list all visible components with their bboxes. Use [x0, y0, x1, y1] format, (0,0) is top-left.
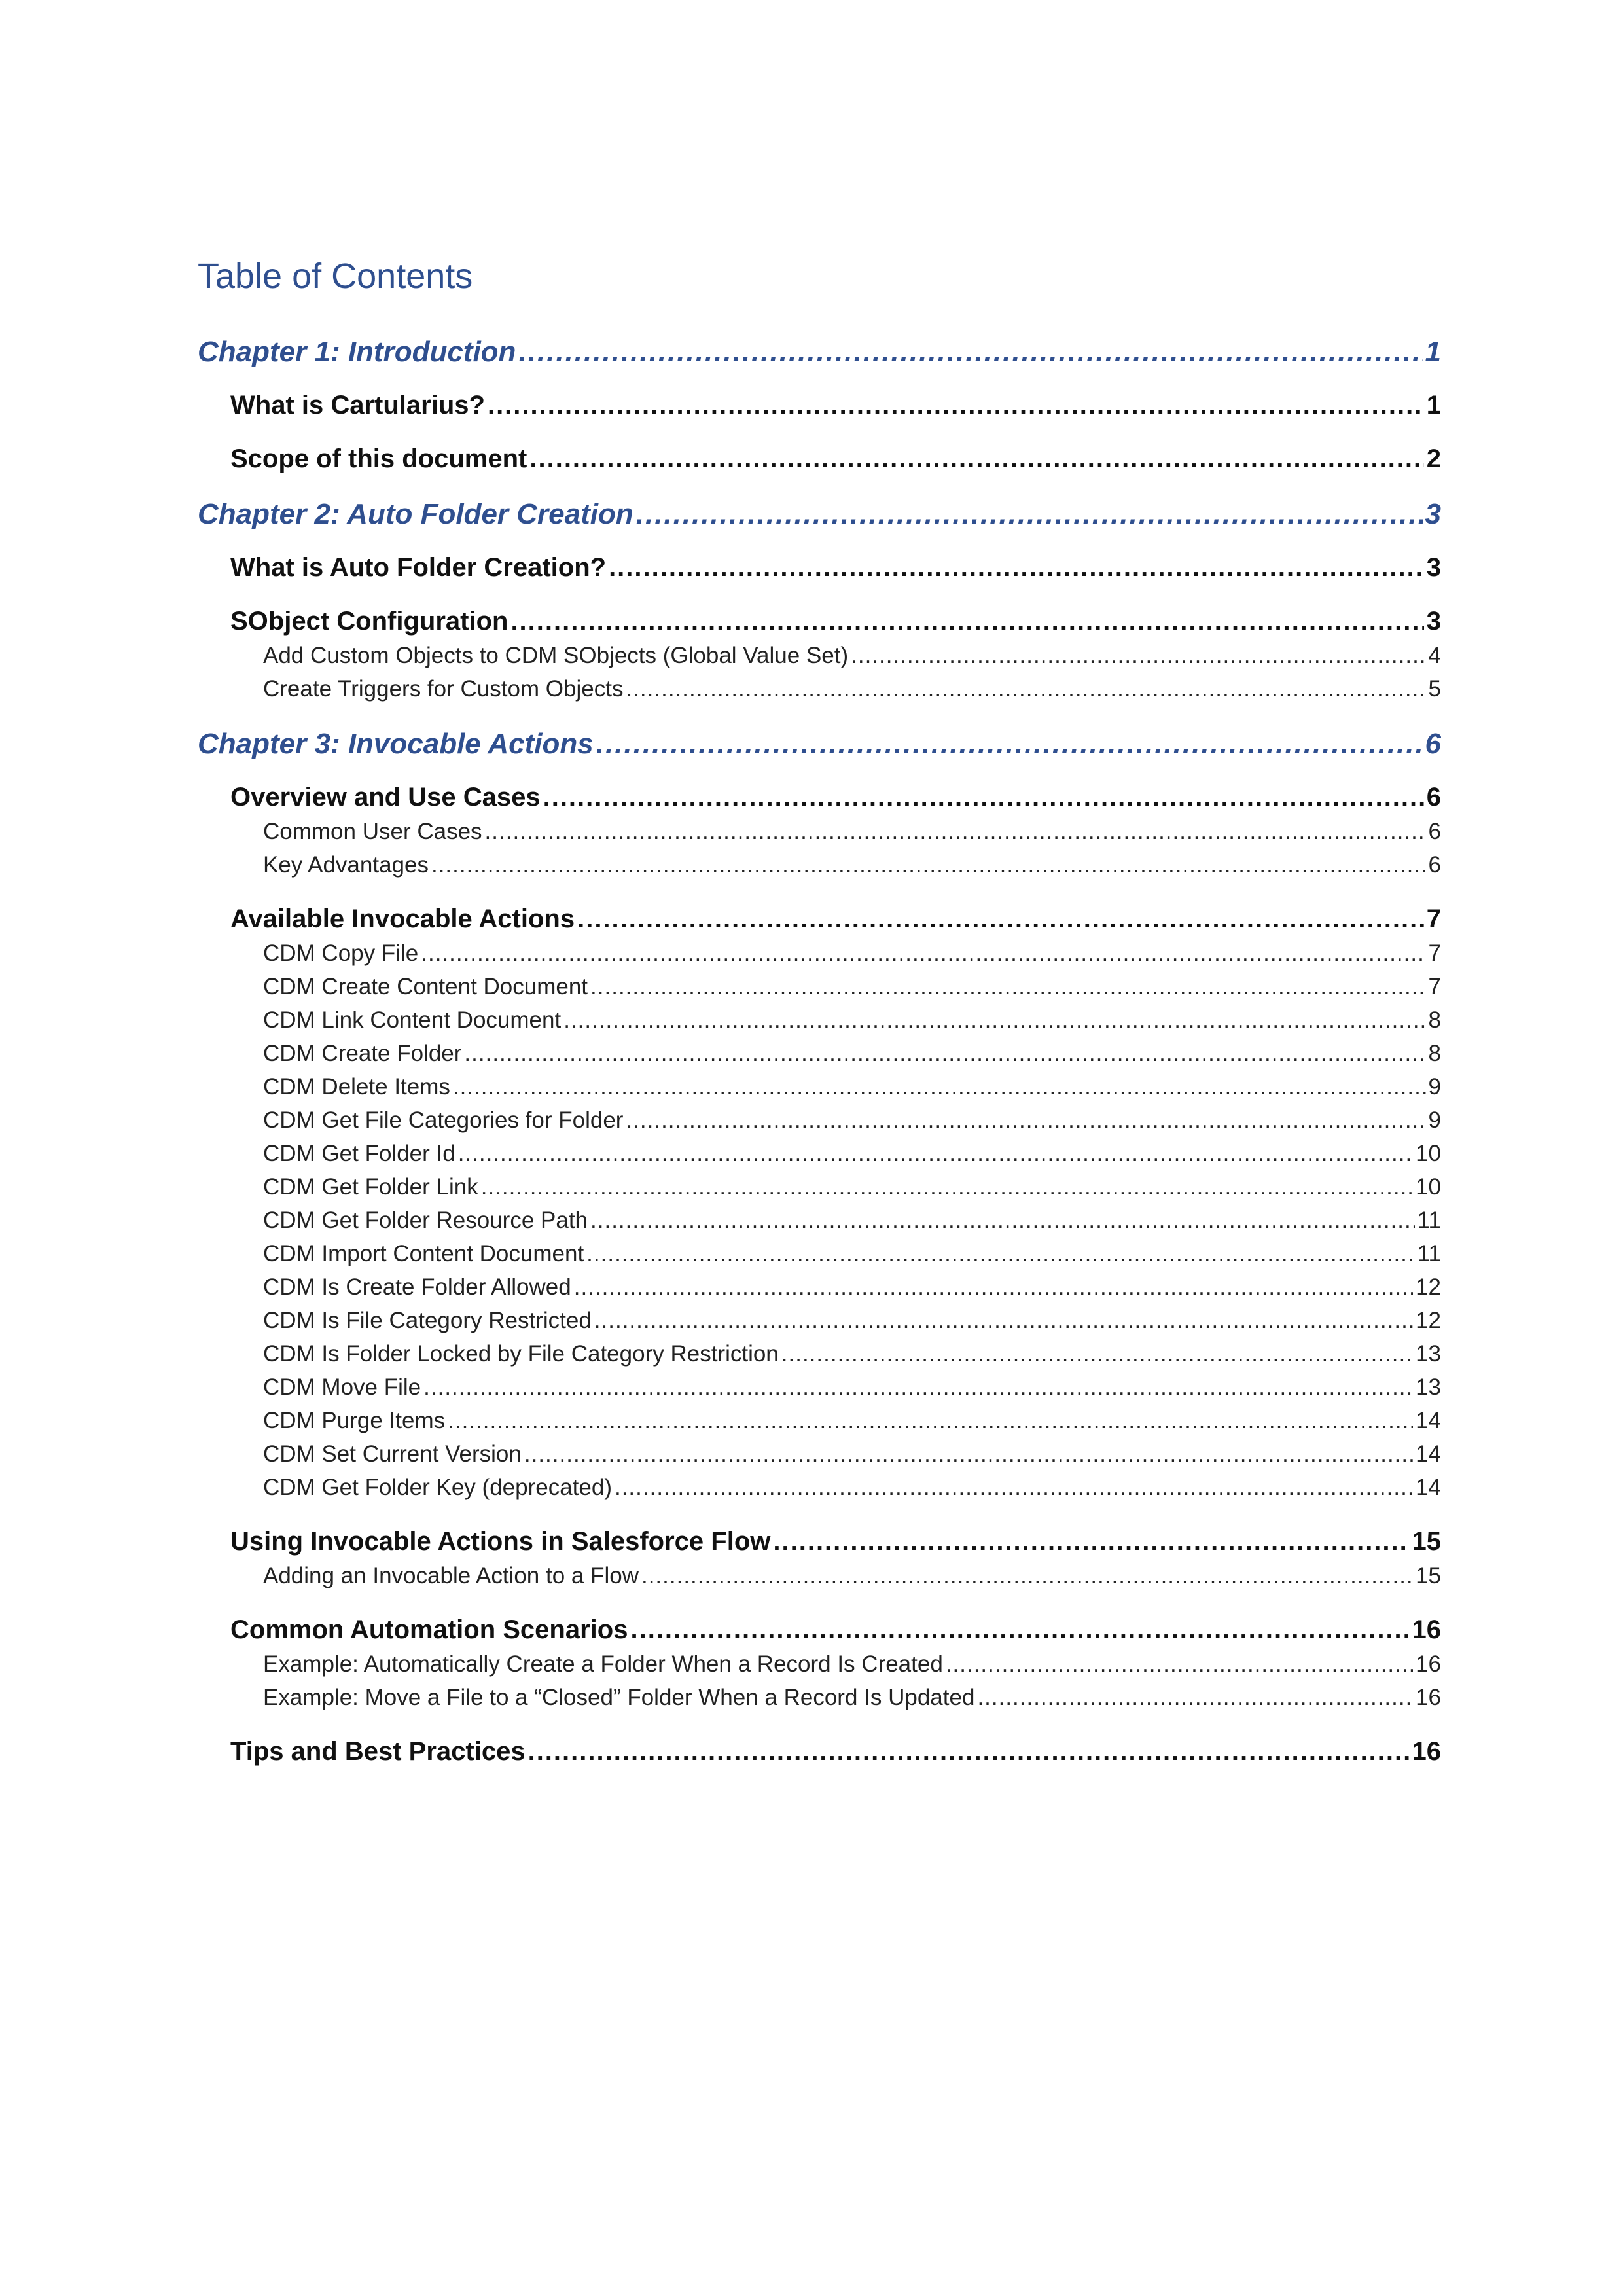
toc-entry-level-3[interactable]	[263, 1475, 1441, 1501]
toc-dot-leader	[615, 1475, 1413, 1501]
toc-entry-label: CDM Get File Categories for Folder	[263, 1107, 624, 1133]
toc-entry-label: Overview and Use Cases	[230, 783, 541, 812]
toc-entry-label: Chapter 3: Invocable Actions	[198, 728, 594, 760]
toc-entry-label: Create Triggers for Custom Objects	[263, 676, 624, 702]
toc-dot-leader	[609, 552, 1424, 583]
toc-entry-label: Chapter 1: Introduction	[198, 336, 516, 368]
toc-entry-level-3[interactable]	[263, 643, 1441, 669]
toc-entry-page-number: 6	[1425, 728, 1441, 760]
toc-entry-level-3[interactable]	[263, 1374, 1441, 1401]
toc-entry-page-number: 5	[1428, 676, 1441, 702]
toc-entry-level-3[interactable]	[263, 1241, 1441, 1267]
toc-entry-page-number: 16	[1412, 1737, 1441, 1766]
toc-entry-level-3[interactable]	[263, 941, 1441, 967]
toc-entry-label: CDM Is Create Folder Allowed	[263, 1274, 571, 1300]
toc-entry-page-number: 6	[1426, 783, 1441, 812]
toc-dot-leader	[431, 852, 1426, 878]
toc-entry-level-3[interactable]	[263, 1007, 1441, 1033]
toc-dot-leader	[485, 819, 1426, 845]
toc-dot-leader	[851, 643, 1425, 669]
toc-entry-label: CDM Create Content Document	[263, 974, 588, 999]
toc-entry-page-number: 7	[1428, 974, 1441, 999]
toc-dot-leader	[528, 1736, 1410, 1767]
toc-entry-level-2[interactable]	[230, 782, 1441, 812]
toc-dot-leader	[946, 1651, 1413, 1677]
toc-dot-leader	[626, 1107, 1425, 1134]
toc-dot-leader	[577, 904, 1424, 934]
toc-dot-leader	[448, 1408, 1413, 1434]
toc-entry-label: Tips and Best Practices	[230, 1737, 526, 1766]
toc-entry-page-number: 6	[1428, 819, 1441, 844]
toc-entry-level-2[interactable]	[230, 606, 1441, 636]
toc-entry-level-3[interactable]	[263, 852, 1441, 878]
toc-entry-level-1[interactable]	[198, 336, 1441, 369]
toc-dot-leader	[590, 974, 1425, 1000]
toc-entry-level-1[interactable]	[198, 728, 1441, 761]
toc-entry-label: CDM Copy File	[263, 941, 419, 966]
toc-entry-page-number: 15	[1412, 1527, 1441, 1556]
toc-entry-label: Available Invocable Actions	[230, 905, 575, 933]
toc-entry-label: CDM Is File Category Restricted	[263, 1308, 592, 1333]
toc-entry-page-number: 9	[1428, 1074, 1441, 1100]
toc-entry-page-number: 11	[1417, 1241, 1441, 1266]
toc-entry-level-3[interactable]	[263, 1651, 1441, 1677]
toc-entry-label: CDM Move File	[263, 1374, 421, 1400]
toc-dot-leader	[773, 1526, 1409, 1556]
toc-entry-label: Example: Automatically Create a Folder When a Record Is Created	[263, 1651, 943, 1677]
toc-dot-leader	[977, 1685, 1413, 1711]
toc-entry-label: CDM Get Folder Id	[263, 1141, 455, 1166]
toc-entry-label: What is Cartularius?	[230, 391, 485, 420]
toc-entry-label: Chapter 2: Auto Folder Creation	[198, 498, 633, 530]
toc-entry-level-3[interactable]	[263, 1441, 1441, 1467]
toc-dot-leader	[423, 1374, 1413, 1401]
toc-entry-label: Add Custom Objects to CDM SObjects (Global Value Set)	[263, 643, 849, 668]
toc-entry-page-number: 15	[1416, 1563, 1441, 1588]
toc-dot-leader	[543, 782, 1424, 812]
toc-entry-level-3[interactable]	[263, 1563, 1441, 1589]
toc-entry-level-2[interactable]	[230, 390, 1441, 420]
toc-entry-label: Common User Cases	[263, 819, 482, 844]
toc-dot-leader	[594, 1308, 1413, 1334]
toc-entry-page-number: 8	[1428, 1041, 1441, 1066]
toc-entry-page-number: 8	[1428, 1007, 1441, 1033]
toc-dot-leader	[590, 1208, 1415, 1234]
toc-dot-leader	[626, 676, 1425, 702]
toc-entry-label: Example: Move a File to a “Closed” Folder When a Record Is Updated	[263, 1685, 975, 1710]
toc-entry-level-3[interactable]	[263, 974, 1441, 1000]
toc-dot-leader	[563, 1007, 1425, 1033]
toc-entry-page-number: 4	[1428, 643, 1441, 668]
toc-entry-level-3[interactable]	[263, 1685, 1441, 1711]
toc-entry-label: CDM Purge Items	[263, 1408, 446, 1433]
toc-entry-page-number: 11	[1417, 1208, 1441, 1233]
toc-entry-page-number: 10	[1416, 1141, 1441, 1166]
toc-dot-leader	[529, 444, 1423, 474]
toc-entry-level-3[interactable]	[263, 1308, 1441, 1334]
toc-entry-level-2[interactable]	[230, 552, 1441, 583]
toc-entry-label: Scope of this document	[230, 444, 527, 473]
toc-entry-label: CDM Create Folder	[263, 1041, 462, 1066]
toc-entry-level-2[interactable]	[230, 1736, 1441, 1767]
toc-entry-page-number: 12	[1416, 1274, 1441, 1300]
toc-dot-leader	[636, 498, 1423, 531]
toc-entry-page-number: 13	[1416, 1341, 1441, 1367]
toc-entry-label: CDM Delete Items	[263, 1074, 450, 1100]
toc-entry-page-number: 3	[1426, 607, 1441, 636]
toc-entry-page-number: 13	[1416, 1374, 1441, 1400]
toc-entry-page-number: 14	[1416, 1475, 1441, 1500]
toc-entry-label: CDM Import Content Document	[263, 1241, 584, 1266]
toc-dot-leader	[524, 1441, 1413, 1467]
toc-entry-level-3[interactable]	[263, 1107, 1441, 1134]
toc-entry-label: CDM Get Folder Resource Path	[263, 1208, 588, 1233]
toc-entry-level-2[interactable]	[230, 904, 1441, 934]
toc-dot-leader	[574, 1274, 1413, 1300]
toc-entry-page-number: 16	[1416, 1685, 1441, 1710]
toc-entry-level-2[interactable]	[230, 1526, 1441, 1556]
toc-entry-page-number: 1	[1426, 391, 1441, 420]
toc-entry-level-3[interactable]	[263, 1274, 1441, 1300]
toc-dot-leader	[586, 1241, 1414, 1267]
toc-entry-label: CDM Link Content Document	[263, 1007, 562, 1033]
toc-entry-level-3[interactable]	[263, 1074, 1441, 1100]
toc-dot-leader	[421, 941, 1425, 967]
toc-entry-page-number: 3	[1425, 498, 1441, 530]
toc-dot-leader	[630, 1615, 1409, 1645]
toc-dot-leader	[464, 1041, 1425, 1067]
toc-entry-page-number: 12	[1416, 1308, 1441, 1333]
toc-title: Table of Contents	[198, 257, 473, 296]
toc-entry-level-3[interactable]	[263, 1174, 1441, 1200]
toc-entry-level-3[interactable]	[263, 819, 1441, 845]
toc-dot-leader	[510, 606, 1423, 636]
toc-dot-leader	[641, 1563, 1413, 1589]
toc-entry-level-1[interactable]	[198, 498, 1441, 531]
toc-entry-level-3[interactable]	[263, 1208, 1441, 1234]
toc-entry-label: Key Advantages	[263, 852, 429, 878]
toc-entry-label: CDM Get Folder Key (deprecated)	[263, 1475, 612, 1500]
toc-entry-level-3[interactable]	[263, 1341, 1441, 1367]
toc-entry-page-number: 9	[1428, 1107, 1441, 1133]
toc-dot-leader	[453, 1074, 1426, 1100]
toc-entry-label: Common Automation Scenarios	[230, 1615, 628, 1644]
toc-entry-label: CDM Get Folder Link	[263, 1174, 478, 1200]
toc-entry-level-3[interactable]	[263, 1041, 1441, 1067]
toc-entry-page-number: 6	[1428, 852, 1441, 878]
toc-entry-page-number: 2	[1426, 444, 1441, 473]
toc-entry-label: What is Auto Folder Creation?	[230, 553, 607, 582]
toc-dot-leader	[481, 1174, 1413, 1200]
toc-entry-label: Using Invocable Actions in Salesforce Flow	[230, 1527, 771, 1556]
toc-dot-leader	[781, 1341, 1413, 1367]
toc-entry-level-2[interactable]	[230, 1615, 1441, 1645]
toc-entry-page-number: 16	[1412, 1615, 1441, 1644]
toc-entry-label: CDM Is Folder Locked by File Category Restriction	[263, 1341, 779, 1367]
toc-entry-label: SObject Configuration	[230, 607, 508, 636]
toc-entry-page-number: 14	[1416, 1441, 1441, 1467]
toc-dot-leader	[458, 1141, 1413, 1167]
toc-entry-level-3[interactable]	[263, 676, 1441, 702]
toc-dot-leader	[596, 728, 1423, 761]
toc-entry-page-number: 10	[1416, 1174, 1441, 1200]
toc-entry-page-number: 7	[1426, 905, 1441, 933]
toc-entry-page-number: 3	[1426, 553, 1441, 582]
toc-entry-level-3[interactable]	[263, 1141, 1441, 1167]
toc-dot-leader	[518, 336, 1422, 369]
toc-entry-page-number: 16	[1416, 1651, 1441, 1677]
toc-entry-level-3[interactable]	[263, 1408, 1441, 1434]
toc-entry-level-2[interactable]	[230, 444, 1441, 474]
toc-entry-page-number: 1	[1425, 336, 1441, 368]
toc-entry-page-number: 7	[1428, 941, 1441, 966]
toc-dot-leader	[488, 390, 1424, 420]
toc-entry-page-number: 14	[1416, 1408, 1441, 1433]
toc-entry-label: Adding an Invocable Action to a Flow	[263, 1563, 639, 1588]
toc-entry-label: CDM Set Current Version	[263, 1441, 522, 1467]
